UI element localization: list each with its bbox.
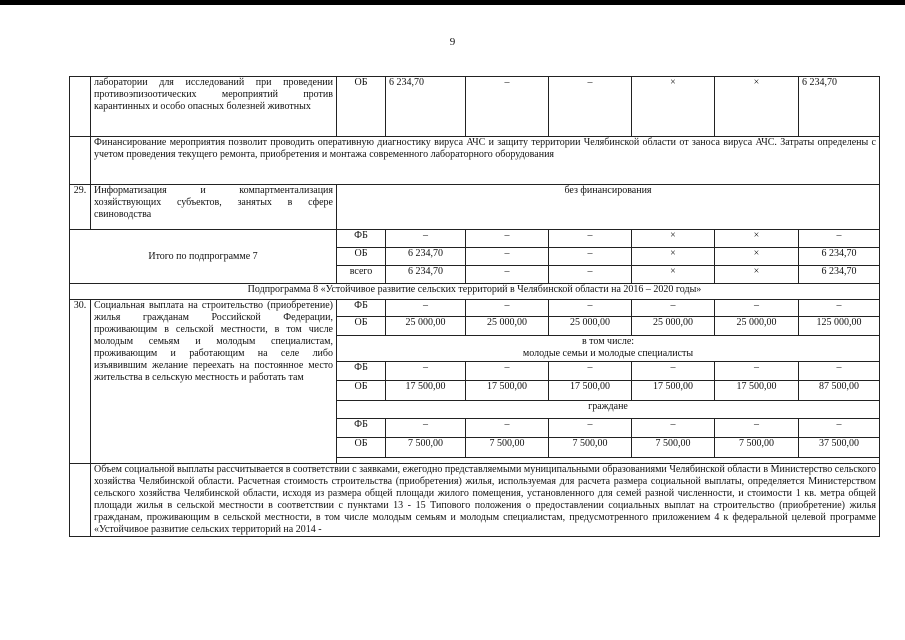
value-cell: 6 234,70: [799, 77, 880, 137]
page-top-border: [0, 0, 905, 5]
note-text: Финансирование мероприятия позволит проводить оперативную диагностику вируса АЧС и защиту территории Челябинской области от заноса вируса АЧС. Затраты определены с учетом проведения текущего ремонта, приобретения и монтажа современного лабораторного оборудования: [91, 137, 880, 185]
value-cell: ×: [715, 230, 799, 248]
value-cell: 7 500,00: [632, 438, 715, 458]
row-name-cell: лаборатории для исследований при проведении противоэпизоотических мероприятий против карантинных и особо опасных болезней животных: [91, 77, 337, 137]
value-cell: –: [466, 419, 549, 438]
value-cell: 6 234,70: [386, 266, 466, 284]
source-cell: ФБ: [337, 362, 386, 381]
source-cell: ОБ: [337, 438, 386, 458]
value-cell: 37 500,00: [799, 438, 880, 458]
value-cell: 87 500,00: [799, 381, 880, 401]
value-cell: 7 500,00: [466, 438, 549, 458]
value-cell: 25 000,00: [466, 317, 549, 336]
value-cell: –: [632, 419, 715, 438]
row-number-cell: 30.: [70, 300, 91, 464]
source-cell: ФБ: [337, 419, 386, 438]
page-number: 9: [449, 36, 456, 48]
row-number-cell: [70, 137, 91, 185]
value-cell: ×: [632, 266, 715, 284]
value-cell: –: [466, 248, 549, 266]
value-cell: ×: [632, 77, 715, 137]
table-row: [70, 185, 880, 230]
value-cell: 125 000,00: [799, 317, 880, 336]
value-cell: –: [466, 77, 549, 137]
row-number-cell: [70, 464, 91, 537]
subgroup-header: [337, 336, 880, 362]
source-cell: ОБ: [337, 77, 386, 137]
table-row: [70, 300, 880, 317]
table-row: [70, 137, 880, 185]
value-cell: –: [799, 362, 880, 381]
value-cell: –: [386, 419, 466, 438]
row-number-cell: [70, 77, 91, 137]
value-cell: –: [466, 230, 549, 248]
value-cell: 7 500,00: [549, 438, 632, 458]
value-cell: –: [715, 419, 799, 438]
funding-note: без финансирования: [337, 185, 880, 230]
source-cell: всего: [337, 266, 386, 284]
source-cell: ОБ: [337, 248, 386, 266]
value-cell: 25 000,00: [632, 317, 715, 336]
subtotal-label: Итого по подпрограмме 7: [70, 230, 337, 284]
value-cell: –: [466, 266, 549, 284]
value-cell: ×: [715, 266, 799, 284]
value-cell: 17 500,00: [466, 381, 549, 401]
value-cell: 6 234,70: [386, 77, 466, 137]
value-cell: –: [549, 419, 632, 438]
subgroup-header: граждане: [337, 401, 880, 419]
value-cell: –: [715, 300, 799, 317]
value-cell: –: [799, 230, 880, 248]
table-row: [70, 230, 880, 248]
value-cell: –: [799, 300, 880, 317]
value-cell: 6 234,70: [386, 248, 466, 266]
row-number-cell: 29.: [70, 185, 91, 230]
value-cell: ×: [632, 230, 715, 248]
value-cell: –: [632, 300, 715, 317]
value-cell: ×: [632, 248, 715, 266]
value-cell: 17 500,00: [549, 381, 632, 401]
note-text: Объем социальной выплаты рассчитывается в соответствии с заявками, ежегодно представляемыми муниципальными образованиями Челябинской области в Министерство сельского хозяйства Челябинской области. Расчетная стоимость строительства (приобретения) жилья, используемая для расчета размера социальной выплаты, определяется Министерством сельского хозяйства Челябинской области, исходя из размера общей площади жилого помещения, установленного для семей разной численности, и стоимости 1 кв. метра общей площади жилья в сельской местности в соответствии с пунктами 13 - 15 Типового положения о предоставлении социальных выплат на строительство (приобретение) жилья гражданам, проживающим в сельской местности, в том числе молодым семьям и молодым специалистам, предусмотренного приложением 4 к федеральной целевой программе «Устойчивое развитие сельских территорий на 2014 -: [91, 464, 880, 537]
value-cell: –: [549, 362, 632, 381]
subprogram-title: Подпрограмма 8 «Устойчивое развитие сельских территорий в Челябинской области на 2016 – 2020 годы»: [70, 284, 880, 300]
program-table: [69, 76, 880, 537]
value-cell: 7 500,00: [386, 438, 466, 458]
table-row: [70, 464, 880, 537]
value-cell: ×: [715, 248, 799, 266]
value-cell: –: [549, 300, 632, 317]
value-cell: –: [386, 300, 466, 317]
value-cell: –: [386, 362, 466, 381]
value-cell: –: [466, 300, 549, 317]
subgroup-header-line: в том числе:: [581, 336, 635, 347]
value-cell: –: [715, 362, 799, 381]
value-cell: 25 000,00: [386, 317, 466, 336]
value-cell: –: [466, 362, 549, 381]
source-cell: ФБ: [337, 300, 386, 317]
value-cell: 6 234,70: [799, 266, 880, 284]
value-cell: 17 500,00: [715, 381, 799, 401]
table-row: [70, 284, 880, 300]
value-cell: 17 500,00: [632, 381, 715, 401]
value-cell: –: [549, 248, 632, 266]
value-cell: ×: [715, 77, 799, 137]
source-cell: ОБ: [337, 317, 386, 336]
value-cell: –: [549, 230, 632, 248]
subgroup-header-line: молодые семьи и молодые специалисты: [522, 348, 694, 359]
value-cell: –: [549, 266, 632, 284]
value-cell: 25 000,00: [549, 317, 632, 336]
value-cell: –: [386, 230, 466, 248]
table-row: [70, 77, 880, 137]
value-cell: 17 500,00: [386, 381, 466, 401]
value-cell: 25 000,00: [715, 317, 799, 336]
value-cell: –: [549, 77, 632, 137]
value-cell: –: [632, 362, 715, 381]
source-cell: ОБ: [337, 381, 386, 401]
row-name-cell: Социальная выплата на строительство (приобретение) жилья гражданам Российской Федерации, проживающим в сельской местности, в том числе молодым семьям и молодым специалистам, проживающим и работающим на селе либо изъявившим желание переехать на постоянное место жительства в сельскую местность и работать там: [91, 300, 337, 464]
value-cell: 6 234,70: [799, 248, 880, 266]
value-cell: –: [799, 419, 880, 438]
value-cell: 7 500,00: [715, 438, 799, 458]
row-name-cell: Информатизация и компартментализация хозяйствующих субъектов, занятых в сфере свиноводства: [91, 185, 337, 230]
source-cell: ФБ: [337, 230, 386, 248]
